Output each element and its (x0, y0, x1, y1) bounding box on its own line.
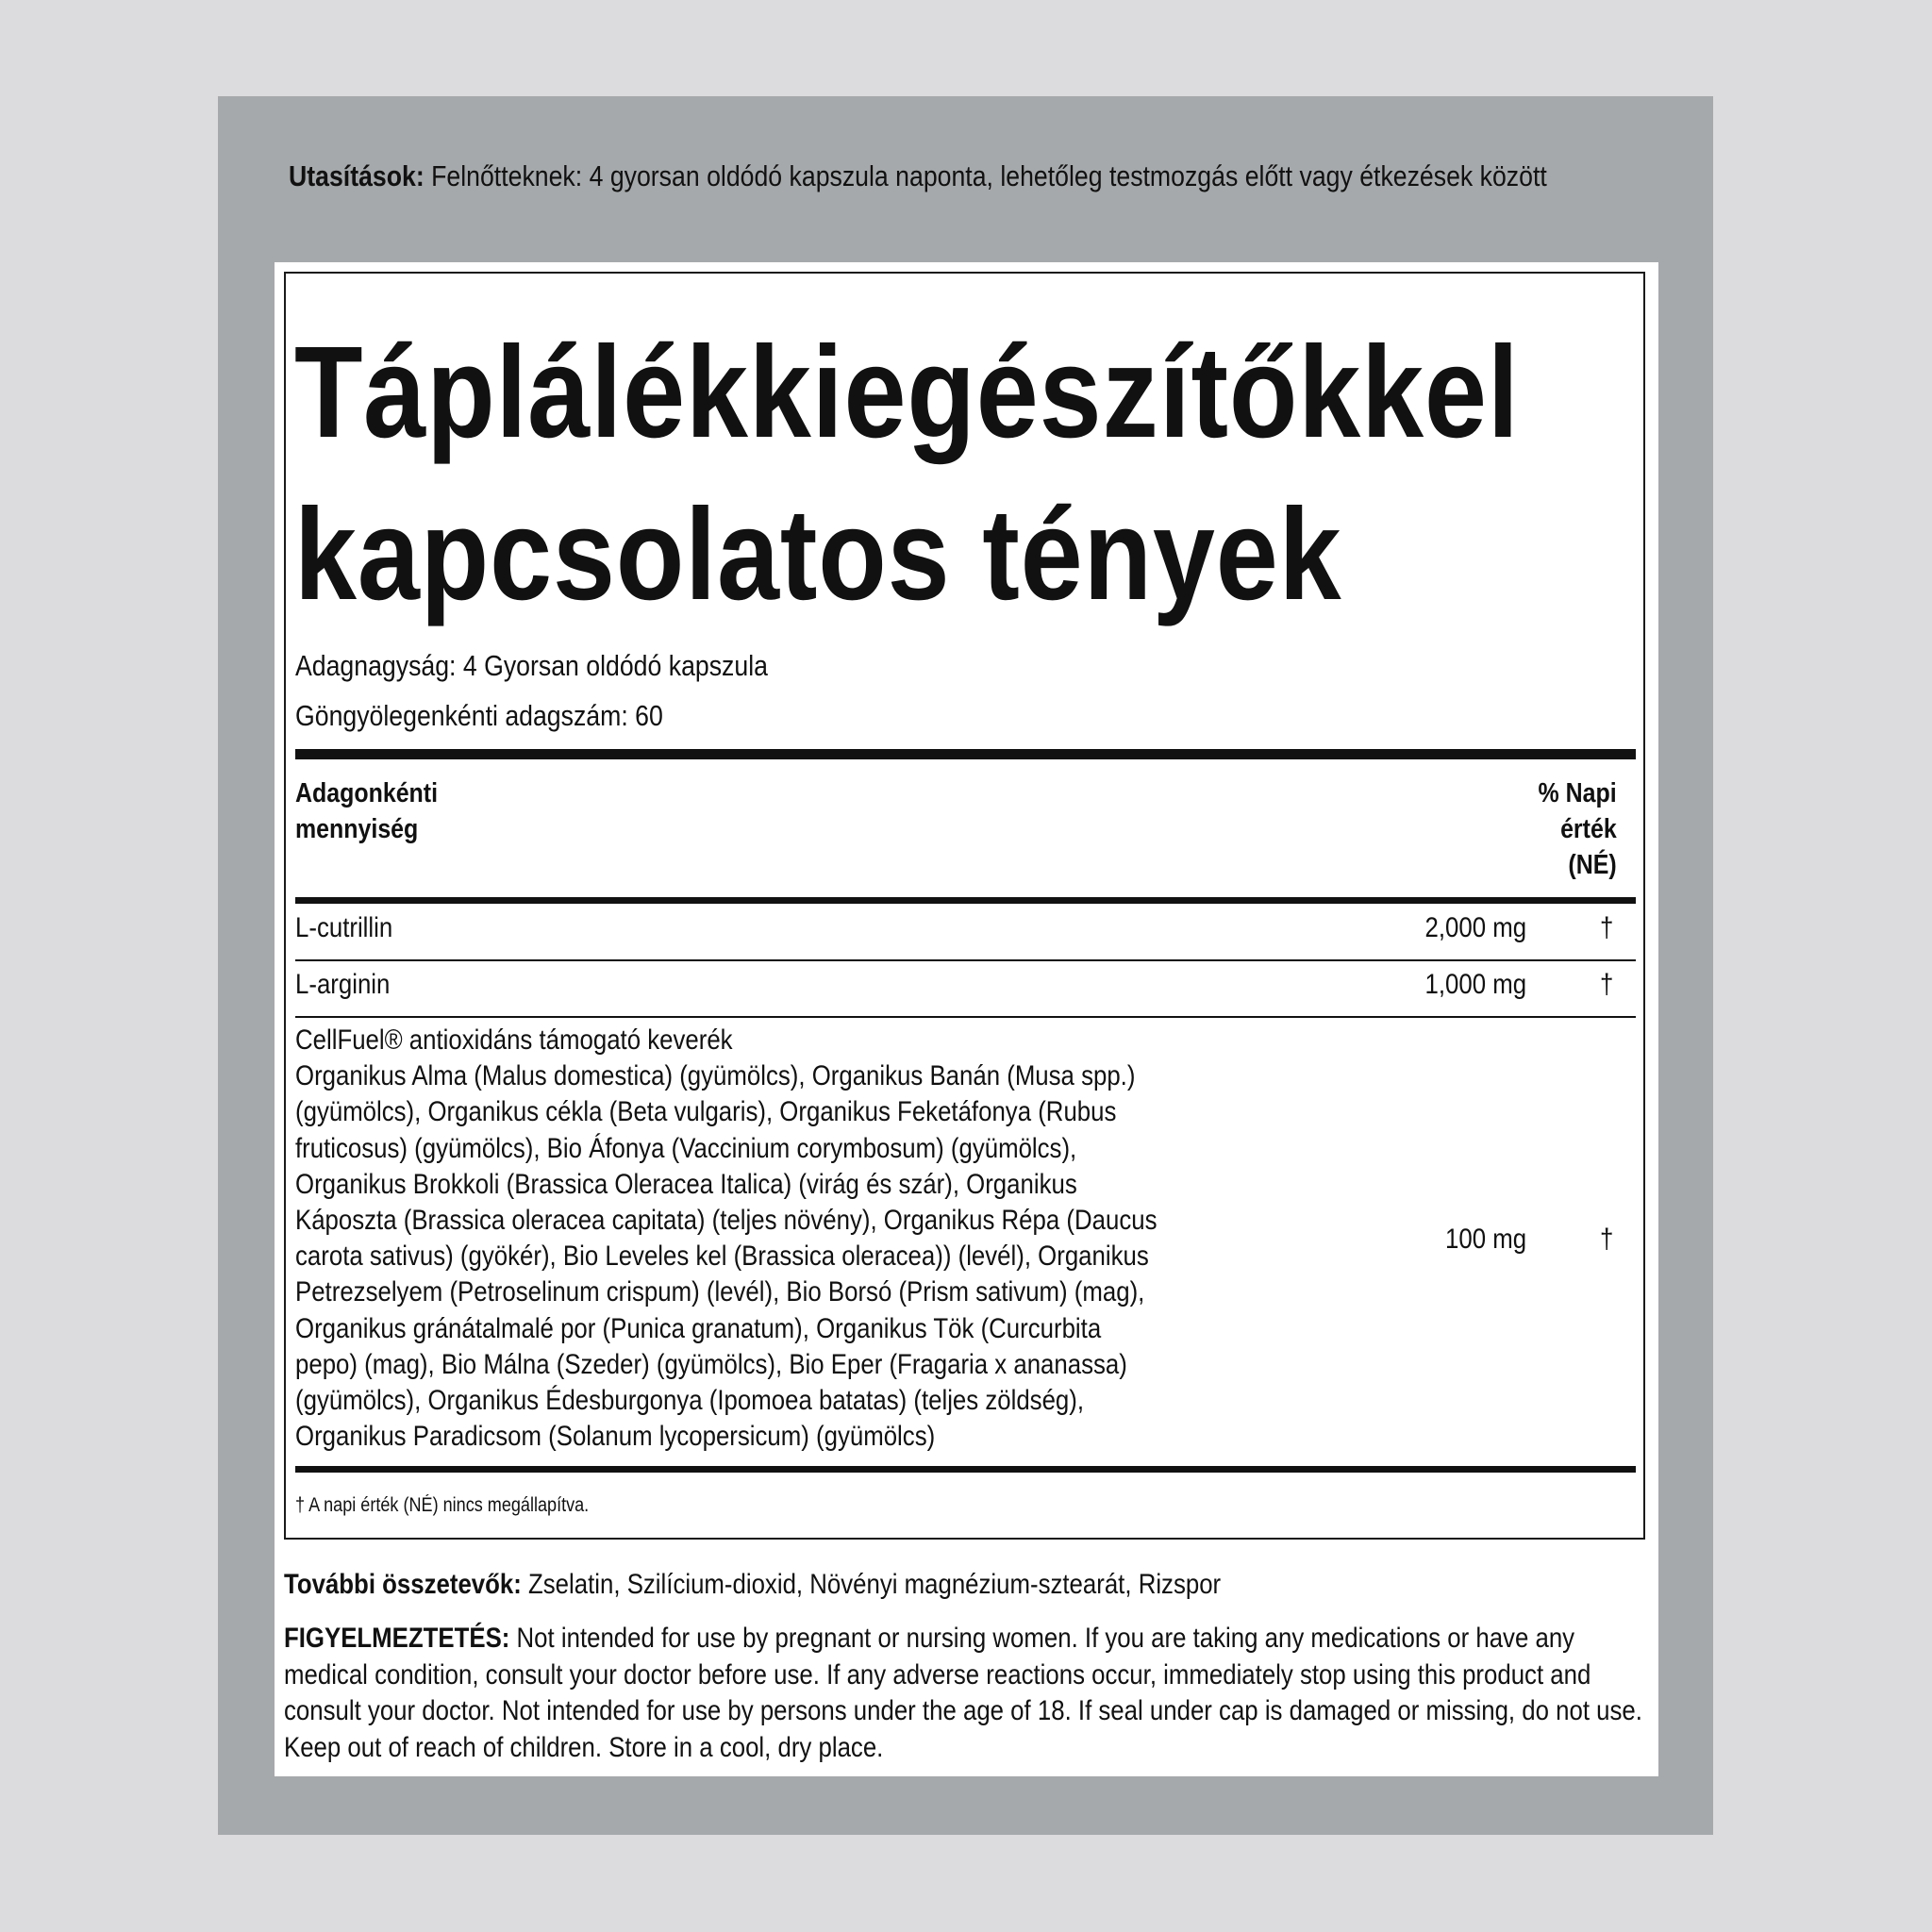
blend-line: Organikus Paradicsom (Solanum lycopersicum) (gyümölcs) (295, 1421, 936, 1453)
blend-line: carota sativus) (gyökér), Bio Leveles kel (Brassica oleracea)) (levél), Organikus (295, 1241, 1149, 1273)
ingredient-amount: 2,000 mg (1424, 912, 1526, 943)
blend-line: Petrezselyem (Petroselinum crispum) (levél), Bio Borsó (Prism sativum) (mag), (295, 1276, 1145, 1308)
ingredient-name: L-arginin (295, 969, 391, 1000)
blend-line: (gyümölcs), Organikus cékla (Beta vulgaris), Organikus Feketáfonya (Rubus (295, 1096, 1117, 1128)
amount-header-line-1: Adagonkénti (295, 778, 439, 808)
directions-label: Utasítások: (289, 159, 425, 192)
row-divider (295, 959, 1636, 961)
other-ingredients-label: További összetevők: (284, 1569, 522, 1600)
daily-value-header (1539, 775, 1617, 883)
supplement-facts-title (294, 311, 1520, 636)
title-line-2: kapcsolatos tények (294, 482, 1342, 627)
serving-size: Adagnagyság: 4 Gyorsan oldódó kapszula (295, 649, 768, 682)
blend-name: CellFuel® antioxidáns támogató keverék (295, 1024, 733, 1056)
directions-body: Felnőtteknek: 4 gyorsan oldódó kapszula naponta, lehetőleg testmozgás előtt vagy étkezések között (424, 159, 1547, 192)
dv-header-line-3: (NÉ) (1568, 850, 1617, 880)
warning-label: FIGYELMEZTETÉS: (284, 1623, 510, 1654)
thick-divider-bottom (295, 1466, 1636, 1473)
blend-line: Organikus Brokkoli (Brassica Oleracea Italica) (virág és szár), Organikus (295, 1168, 1077, 1200)
blend-line: Organikus gránátalmalé por (Punica granatum), Organikus Tök (Curcurbita (295, 1312, 1102, 1344)
blend-line: pepo) (mag), Bio Málna (Szeder) (gyümölcs), Bio Eper (Fragaria x ananassa) (295, 1348, 1127, 1380)
dv-header-line-2: érték (1560, 814, 1617, 844)
other-ingredients-text: Zselatin, Szilícium-dioxid, Növényi magnézium-sztearát, Rizspor (521, 1569, 1222, 1600)
blend-daily-value: † (1600, 1224, 1614, 1255)
ingredient-name: L-cutrillin (295, 912, 393, 943)
thick-divider-header (295, 897, 1636, 904)
blend-line: Káposzta (Brassica oleracea capitata) (teljes növény), Organikus Répa (Daucus (295, 1205, 1158, 1237)
blend-line: fruticosus) (gyümölcs), Bio Áfonya (Vaccinium corymbosum) (gyümölcs), (295, 1132, 1077, 1164)
ingredient-daily-value: † (1600, 912, 1614, 943)
thick-divider-top (295, 749, 1636, 759)
warning-text (284, 1621, 1644, 1766)
ingredient-amount: 1,000 mg (1424, 969, 1526, 1000)
blend-line: Organikus Alma (Malus domestica) (gyümölcs), Organikus Banán (Musa spp.) (295, 1060, 1136, 1092)
daily-value-footnote: † A napi érték (NÉ) nincs megállapítva. (295, 1494, 590, 1516)
proprietary-blend (295, 1023, 1157, 1455)
directions-text (289, 156, 1657, 196)
row-divider (295, 1016, 1636, 1018)
dv-header-line-1: % Napi (1538, 778, 1617, 808)
warning-body: Not intended for use by pregnant or nursing women. If you are taking any medications or have any medical condition, consult your doctor before use. If any adverse reactions occur, immediately stop using this product and consult your doctor. Not intended for use by persons under the age of 18. If seal under cap is damaged or missing, do not use. Keep out of reach of children. Store in a cool, dry place. (284, 1623, 1642, 1763)
blend-line: (gyümölcs), Organikus Édesburgonya (Ipomoea batatas) (teljes zöldség), (295, 1385, 1085, 1417)
title-line-1: Táplálékkiegészítőkkel (294, 320, 1520, 465)
amount-per-serving-header (295, 775, 438, 847)
ingredient-daily-value: † (1600, 969, 1614, 1000)
blend-amount: 100 mg (1444, 1224, 1526, 1255)
other-ingredients (284, 1566, 1221, 1604)
amount-header-line-2: mennyiség (295, 814, 419, 844)
servings-per-container: Göngyölegenkénti adagszám: 60 (295, 699, 663, 732)
